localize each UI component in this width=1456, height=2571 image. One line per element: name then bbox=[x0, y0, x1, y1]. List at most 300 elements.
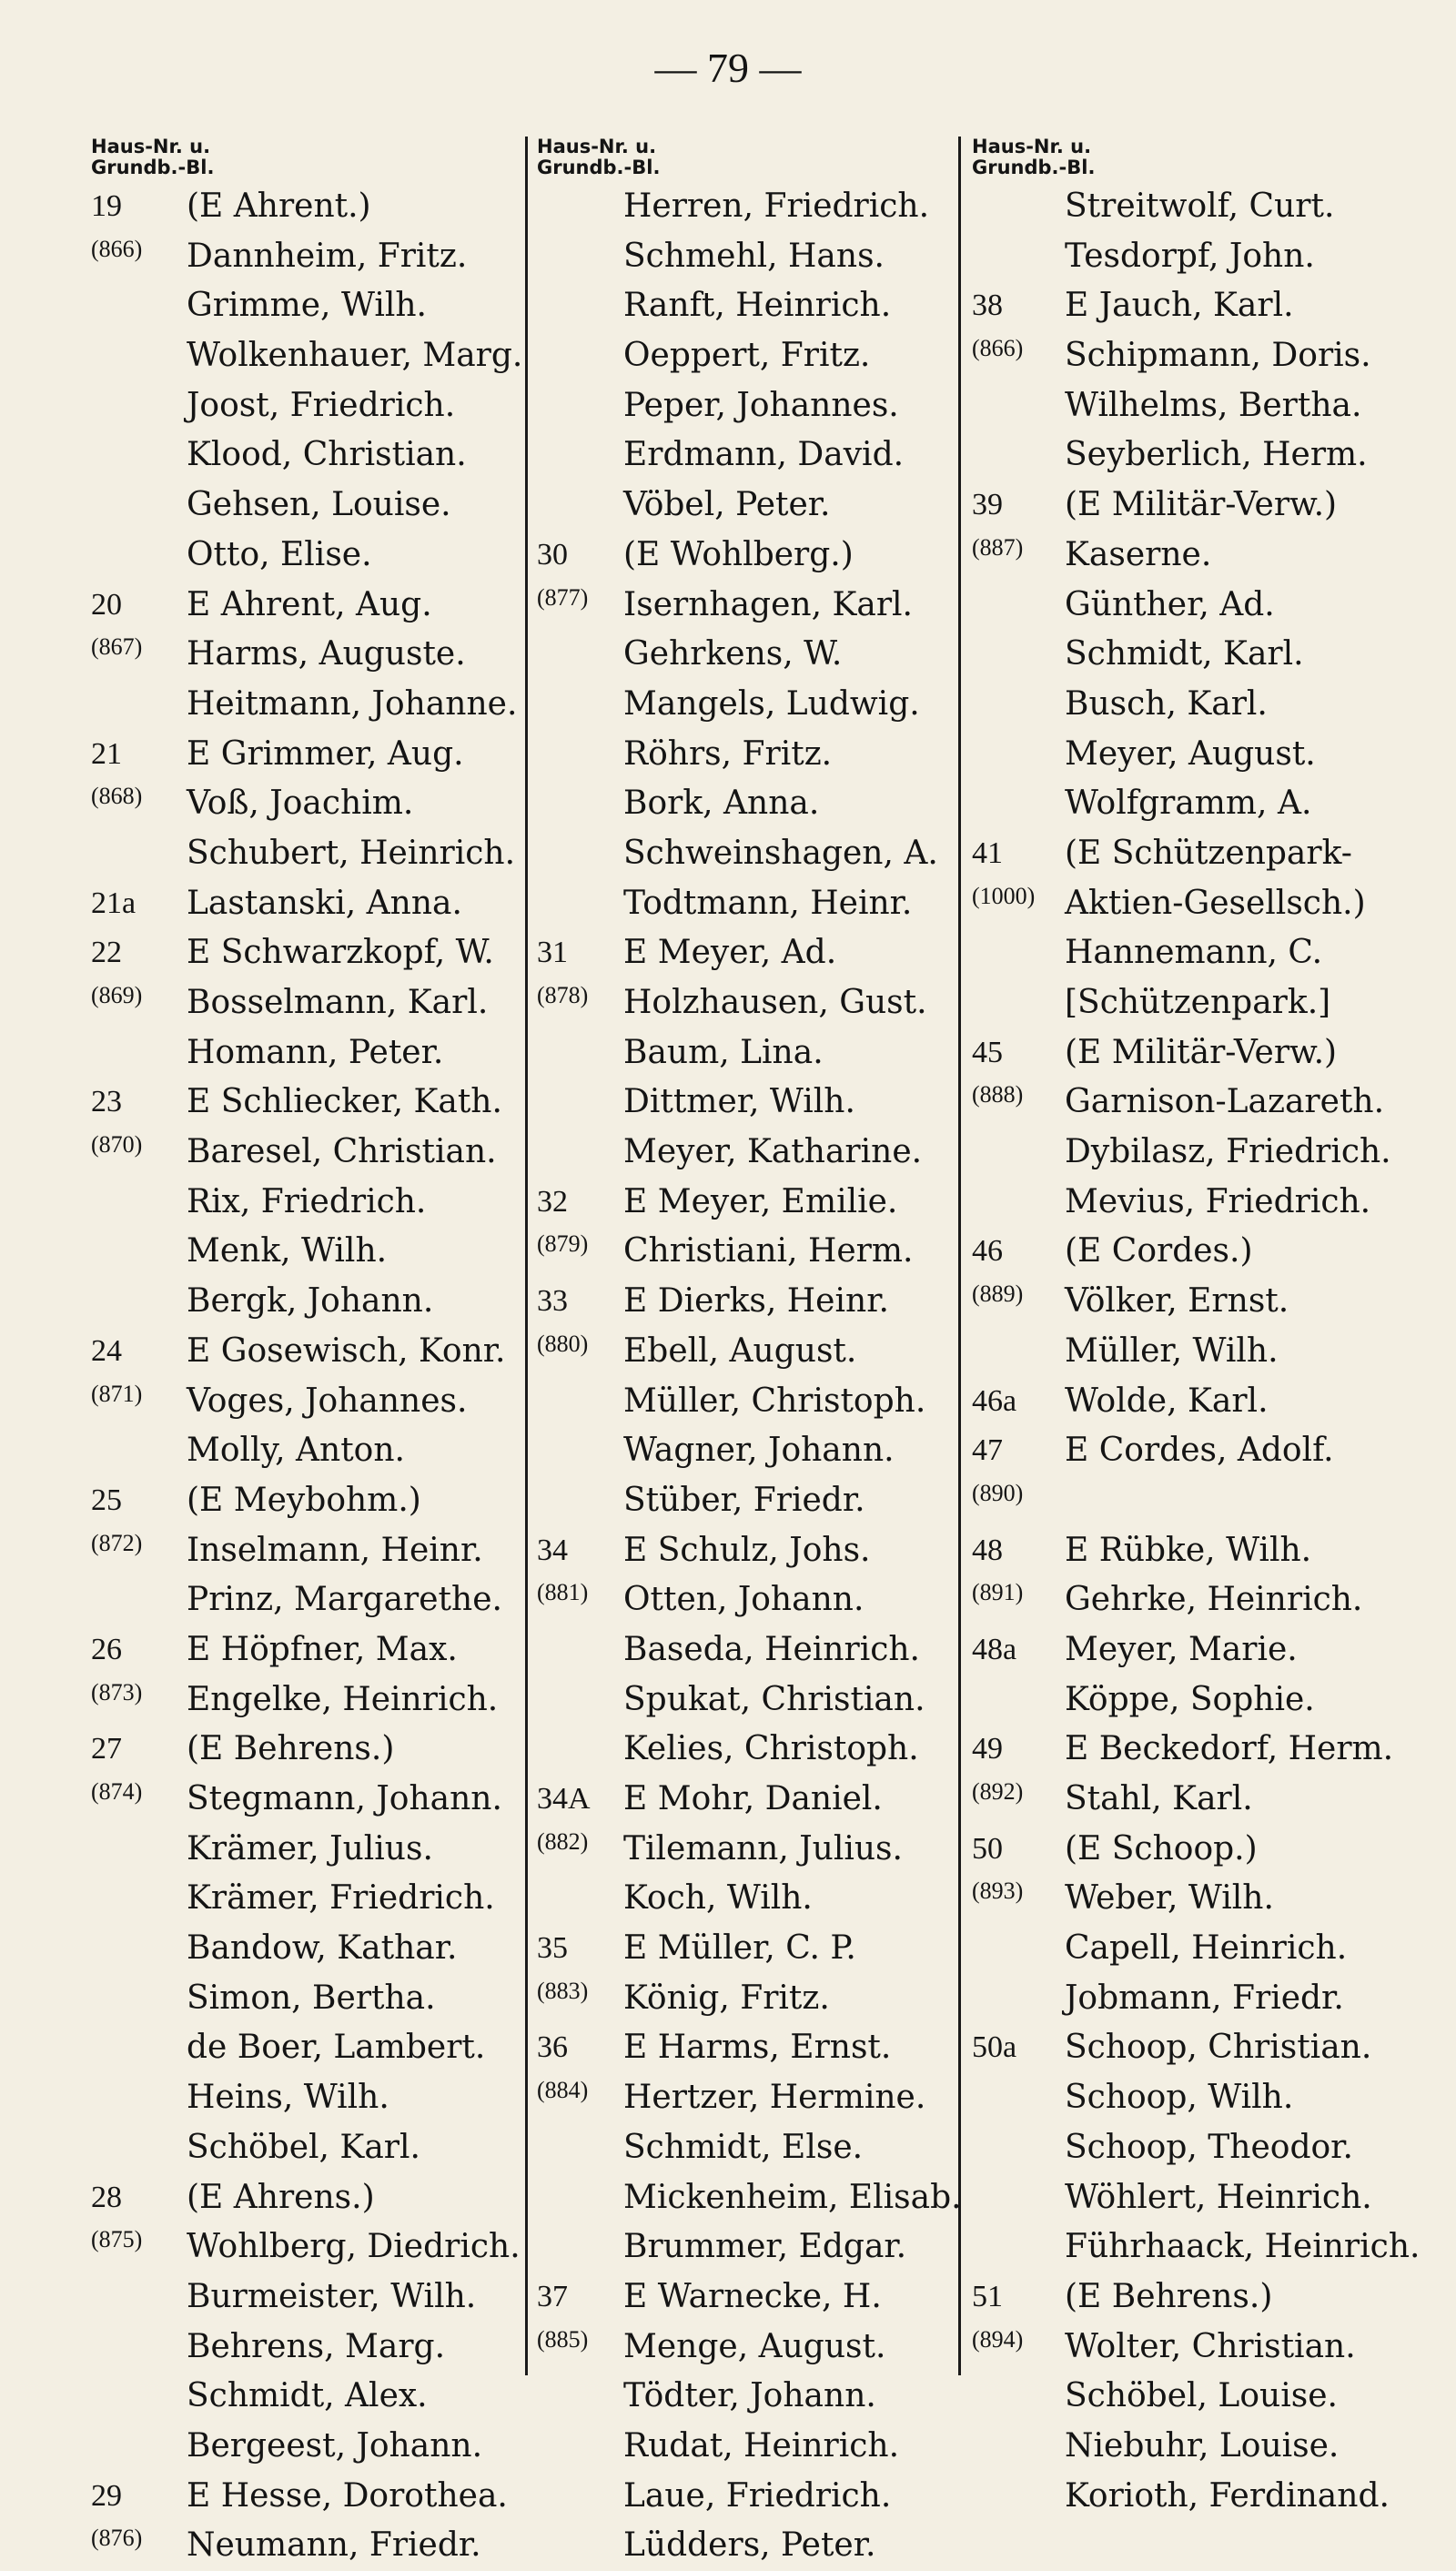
land-register-number: (881) bbox=[537, 1579, 589, 1606]
directory-entry bbox=[537, 1028, 956, 1078]
resident-name: Wolkenhauer, Marg. bbox=[187, 337, 523, 375]
directory-entry bbox=[91, 182, 519, 232]
directory-entry bbox=[91, 1426, 519, 1476]
land-register-number: (873) bbox=[91, 1678, 143, 1706]
house-number: 47 bbox=[972, 1433, 1003, 1468]
resident-name: Schmehl, Hans. bbox=[623, 237, 885, 275]
directory-entry bbox=[972, 1625, 1427, 1675]
resident-name: de Boer, Lambert. bbox=[187, 2029, 486, 2067]
directory-entry bbox=[91, 1377, 519, 1427]
directory-entry bbox=[537, 1924, 956, 1974]
directory-entry bbox=[537, 2173, 962, 2223]
directory-entry bbox=[537, 2323, 956, 2373]
directory-entry bbox=[91, 2073, 519, 2123]
resident-name: Wolfgramm, A. bbox=[1065, 784, 1312, 823]
directory-entry bbox=[91, 1476, 519, 1526]
house-number: 49 bbox=[972, 1732, 1003, 1766]
resident-name: Klood, Christian. bbox=[187, 436, 467, 474]
directory-entry bbox=[91, 2222, 519, 2272]
land-register-number: (880) bbox=[537, 1330, 589, 1357]
directory-entry bbox=[537, 381, 956, 431]
column-header: Haus-Nr. u. Grundb.-Bl. bbox=[972, 136, 1096, 178]
resident-name: Baresel, Christian. bbox=[187, 1133, 497, 1171]
resident-name: Busch, Karl. bbox=[1065, 684, 1268, 723]
land-register-number: (878) bbox=[537, 982, 589, 1008]
resident-name: Prinz, Margarethe. bbox=[187, 1581, 502, 1619]
resident-name: Wohlberg, Diedrich. bbox=[187, 2228, 521, 2266]
directory-entry bbox=[972, 928, 1427, 978]
directory-entry bbox=[91, 2422, 519, 2472]
resident-name: Mevius, Friedrich. bbox=[1065, 1182, 1371, 1220]
resident-name: Dittmer, Wilh. bbox=[623, 1083, 855, 1121]
resident-name: Schöbel, Karl. bbox=[187, 2128, 420, 2166]
resident-name: Koch, Wilh. bbox=[623, 1879, 813, 1918]
resident-name: Bandow, Kathar. bbox=[187, 1929, 458, 1968]
directory-entry bbox=[537, 1128, 956, 1178]
directory-entry bbox=[972, 1178, 1427, 1228]
resident-name: Schmidt, Alex. bbox=[187, 2377, 428, 2415]
resident-name: Bork, Anna. bbox=[623, 784, 820, 823]
land-register-number: (875) bbox=[91, 2226, 143, 2253]
directory-entry bbox=[537, 1327, 956, 1377]
resident-name: Seyberlich, Herm. bbox=[1065, 436, 1368, 474]
resident-name: Wilhelms, Bertha. bbox=[1065, 386, 1362, 424]
resident-name: Meyer, Marie. bbox=[1065, 1630, 1298, 1668]
column-header: Haus-Nr. u. Grundb.-Bl. bbox=[537, 136, 661, 178]
directory-entry bbox=[537, 680, 956, 730]
directory-entry bbox=[91, 730, 519, 780]
directory-entry bbox=[91, 978, 519, 1028]
directory-entry bbox=[91, 630, 519, 680]
directory-entry bbox=[972, 2323, 1427, 2373]
directory-entry bbox=[972, 381, 1427, 431]
house-number: 23 bbox=[91, 1085, 122, 1119]
resident-name: E Rübke, Wilh. bbox=[1065, 1531, 1312, 1569]
resident-name: Heitmann, Johanne. bbox=[187, 684, 518, 723]
house-number: 46a bbox=[972, 1383, 1017, 1418]
resident-name: Schmidt, Else. bbox=[623, 2128, 864, 2166]
resident-name: Mangels, Ludwig. bbox=[623, 684, 920, 723]
resident-name: E Schulz, Johs. bbox=[623, 1531, 871, 1569]
directory-entry bbox=[537, 281, 956, 331]
directory-entry bbox=[972, 1327, 1427, 1377]
directory-entry bbox=[972, 1028, 1427, 1078]
house-number: 29 bbox=[91, 2478, 122, 2513]
resident-name: Jobmann, Friedr. bbox=[1065, 1979, 1344, 2017]
resident-name: Weber, Wilh. bbox=[1065, 1879, 1274, 1918]
directory-entry bbox=[537, 182, 956, 232]
house-number: 25 bbox=[91, 1483, 122, 1517]
directory-entry bbox=[972, 1974, 1427, 2024]
directory-entry bbox=[972, 232, 1427, 282]
directory-entry bbox=[537, 1625, 956, 1675]
directory-entry bbox=[537, 481, 956, 531]
resident-name: Kelies, Christoph. bbox=[623, 1730, 919, 1768]
resident-name: E Beckedorf, Herm. bbox=[1065, 1730, 1394, 1768]
directory-entry bbox=[537, 2023, 956, 2073]
directory-entry bbox=[91, 2372, 519, 2422]
directory-entry bbox=[91, 1924, 519, 1974]
resident-name: Schipmann, Doris. bbox=[1065, 337, 1371, 375]
directory-entry bbox=[972, 2123, 1427, 2173]
resident-name: Holzhausen, Gust. bbox=[623, 984, 927, 1021]
house-number: 28 bbox=[91, 2180, 122, 2214]
resident-name: Grimme, Wilh. bbox=[187, 287, 427, 325]
directory-entry bbox=[91, 829, 519, 879]
resident-name: Müller, Wilh. bbox=[1065, 1331, 1279, 1370]
directory-entry bbox=[972, 1924, 1427, 1974]
directory-entry bbox=[972, 331, 1427, 381]
directory-entry bbox=[537, 581, 956, 631]
resident-name: E Grimmer, Aug. bbox=[187, 734, 464, 773]
directory-entry bbox=[972, 2222, 1427, 2272]
resident-name: Bergk, Johann. bbox=[187, 1282, 434, 1321]
directory-entry bbox=[537, 879, 956, 929]
land-register-number: (867) bbox=[91, 633, 143, 661]
directory-entry bbox=[972, 829, 1427, 879]
column-divider bbox=[525, 137, 528, 2375]
resident-name: Stüber, Friedr. bbox=[623, 1481, 865, 1519]
directory-entry bbox=[972, 2272, 1427, 2323]
directory-entry bbox=[537, 1775, 956, 1825]
house-number: 41 bbox=[972, 835, 1003, 870]
house-number: 48a bbox=[972, 1632, 1017, 1666]
resident-name: E Schwarzkopf, W. bbox=[187, 934, 494, 972]
house-number: 50 bbox=[972, 1831, 1003, 1866]
resident-name: Wolter, Christian. bbox=[1065, 2327, 1356, 2365]
resident-name: Wagner, Johann. bbox=[623, 1432, 895, 1470]
directory-entry bbox=[972, 1078, 1427, 1128]
directory-entry bbox=[972, 1675, 1427, 1726]
resident-name: Führhaack, Heinrich. bbox=[1065, 2228, 1421, 2266]
directory-entry bbox=[537, 1575, 956, 1625]
directory-entry bbox=[537, 2422, 956, 2472]
land-register-number: (871) bbox=[91, 1380, 143, 1407]
resident-name: (E Ahrens.) bbox=[187, 2178, 375, 2216]
resident-name: (E Schoop.) bbox=[1065, 1829, 1258, 1868]
directory-entry bbox=[537, 2521, 956, 2571]
house-number: 26 bbox=[91, 1632, 122, 1666]
resident-name: Menk, Wilh. bbox=[187, 1232, 388, 1270]
directory-entry bbox=[537, 2372, 956, 2422]
land-register-number: (876) bbox=[91, 2525, 143, 2552]
column-divider bbox=[958, 137, 961, 2375]
directory-entry bbox=[972, 1825, 1427, 1875]
directory-entry bbox=[91, 1825, 519, 1875]
resident-name: Gehsen, Louise. bbox=[187, 486, 451, 524]
resident-name: Schmidt, Karl. bbox=[1065, 635, 1304, 673]
land-register-number: (892) bbox=[972, 1778, 1024, 1805]
resident-name: Meyer, August. bbox=[1065, 734, 1316, 773]
directory-entry bbox=[537, 1974, 956, 2024]
directory-entry bbox=[537, 1874, 956, 1924]
house-number: 48 bbox=[972, 1533, 1003, 1567]
resident-name: (E Schützenpark- bbox=[1065, 834, 1352, 872]
resident-name: Bosselmann, Karl. bbox=[187, 984, 489, 1021]
directory-entry bbox=[537, 1277, 956, 1327]
resident-name: Hannemann, C. bbox=[1065, 934, 1323, 972]
resident-name: Otto, Elise. bbox=[187, 535, 372, 573]
directory-entry bbox=[91, 430, 519, 481]
house-number: 21a bbox=[91, 886, 136, 920]
house-number: 30 bbox=[537, 537, 568, 572]
resident-name: E Mohr, Daniel. bbox=[623, 1780, 883, 1817]
house-number: 22 bbox=[91, 936, 122, 970]
resident-name: Meyer, Katharine. bbox=[623, 1133, 923, 1171]
directory-entry bbox=[537, 2222, 956, 2272]
directory-entry bbox=[91, 2123, 519, 2173]
land-register-number: (884) bbox=[537, 2077, 589, 2104]
resident-name: Harms, Auguste. bbox=[187, 635, 466, 673]
resident-name: Voges, Johannes. bbox=[187, 1382, 468, 1420]
directory-entry bbox=[91, 1526, 519, 1576]
directory-entry bbox=[537, 928, 956, 978]
column-header: Haus-Nr. u. Grundb.-Bl. bbox=[91, 136, 215, 178]
page-number: — 79 — bbox=[654, 45, 802, 91]
directory-entry bbox=[972, 630, 1427, 680]
resident-name: Bergeest, Johann. bbox=[187, 2426, 483, 2465]
resident-name: E Warnecke, H. bbox=[623, 2277, 882, 2315]
directory-entry bbox=[91, 1874, 519, 1924]
house-number: 33 bbox=[537, 1284, 568, 1319]
directory-entry bbox=[537, 1476, 956, 1526]
house-number: 35 bbox=[537, 1931, 568, 1966]
resident-name: Behrens, Marg. bbox=[187, 2327, 446, 2365]
resident-name: (E Militär-Verw.) bbox=[1065, 486, 1338, 524]
resident-name: Christiani, Herm. bbox=[623, 1232, 914, 1270]
resident-name: Todtmann, Heinr. bbox=[623, 884, 913, 922]
resident-name: Hertzer, Hermine. bbox=[623, 2079, 926, 2117]
directory-entry bbox=[972, 1526, 1427, 1576]
resident-name: Wolde, Karl. bbox=[1065, 1382, 1269, 1420]
directory-entry bbox=[972, 1874, 1427, 1924]
resident-name: Neumann, Friedr. bbox=[187, 2526, 481, 2565]
directory-entry bbox=[972, 779, 1427, 829]
resident-name: Menge, August. bbox=[623, 2327, 886, 2365]
directory-entry bbox=[91, 531, 519, 581]
directory-entry bbox=[972, 2472, 1427, 2522]
resident-name: Gehrkens, W. bbox=[623, 635, 843, 673]
land-register-number: (882) bbox=[537, 1827, 589, 1855]
resident-name: Wöhlert, Heinrich. bbox=[1065, 2178, 1372, 2216]
resident-name: König, Fritz. bbox=[623, 1979, 830, 2017]
house-number: 21 bbox=[91, 736, 122, 771]
directory-entry bbox=[972, 1775, 1427, 1825]
directory-entry bbox=[537, 1725, 956, 1775]
resident-name: (E Cordes.) bbox=[1065, 1232, 1253, 1270]
house-number: 34A bbox=[537, 1782, 591, 1816]
resident-name: Capell, Heinrich. bbox=[1065, 1929, 1348, 1968]
resident-name: Dybilasz, Friedrich. bbox=[1065, 1133, 1391, 1171]
land-register-number: (870) bbox=[91, 1131, 143, 1159]
directory-entry bbox=[91, 2323, 519, 2373]
land-register-number: (1000) bbox=[972, 882, 1036, 909]
land-register-number: (868) bbox=[91, 783, 143, 810]
directory-entry bbox=[972, 2422, 1427, 2472]
resident-name: Krämer, Friedrich. bbox=[187, 1879, 495, 1918]
resident-name: Heins, Wilh. bbox=[187, 2079, 389, 2117]
resident-name: E Höpfner, Max. bbox=[187, 1630, 458, 1668]
resident-name: Voß, Joachim. bbox=[187, 784, 414, 823]
house-number: 37 bbox=[537, 2279, 568, 2313]
directory-entry bbox=[91, 1227, 519, 1277]
directory-entry bbox=[972, 1575, 1427, 1625]
land-register-number: (877) bbox=[537, 583, 589, 611]
directory-entry bbox=[537, 2123, 956, 2173]
resident-name: Homann, Peter. bbox=[187, 1033, 444, 1071]
land-register-number: (874) bbox=[91, 1778, 143, 1805]
directory-entry bbox=[91, 1327, 519, 1377]
resident-name: Müller, Christoph. bbox=[623, 1382, 926, 1420]
resident-name: Schöbel, Louise. bbox=[1065, 2377, 1338, 2415]
directory-entry bbox=[91, 1078, 519, 1128]
resident-name: Streitwolf, Curt. bbox=[1065, 187, 1335, 225]
resident-name: Tesdorpf, John. bbox=[1065, 237, 1315, 275]
directory-entry bbox=[972, 1426, 1427, 1476]
resident-name: Kaserne. bbox=[1065, 535, 1212, 573]
land-register-number: (890) bbox=[972, 1479, 1024, 1506]
directory-entry bbox=[91, 1675, 519, 1726]
resident-name: Inselmann, Heinr. bbox=[187, 1531, 483, 1569]
directory-entry bbox=[537, 2272, 956, 2323]
resident-name: Ranft, Heinrich. bbox=[623, 287, 892, 325]
resident-name: (E Militär-Verw.) bbox=[1065, 1033, 1338, 1071]
resident-name: E Ahrent, Aug. bbox=[187, 585, 432, 623]
resident-name: E Schliecker, Kath. bbox=[187, 1083, 502, 1121]
directory-entry bbox=[91, 1028, 519, 1078]
land-register-number: (893) bbox=[972, 1878, 1024, 1905]
directory-entry bbox=[91, 680, 519, 730]
directory-entry bbox=[972, 680, 1427, 730]
directory-entry bbox=[537, 1675, 956, 1726]
directory-entry bbox=[972, 1377, 1427, 1427]
directory-entry bbox=[537, 829, 956, 879]
directory-entry bbox=[91, 581, 519, 631]
directory-entry bbox=[537, 2472, 956, 2522]
resident-name: Spukat, Christian. bbox=[623, 1680, 925, 1718]
house-number: 50a bbox=[972, 2030, 1017, 2065]
resident-name: Aktien-Gesellsch.) bbox=[1065, 884, 1366, 922]
resident-name: Lüdders, Peter. bbox=[623, 2526, 876, 2565]
directory-entry bbox=[972, 879, 1427, 929]
directory-entry bbox=[537, 531, 956, 581]
resident-name: Garnison-Lazareth. bbox=[1065, 1083, 1385, 1121]
directory-entry bbox=[537, 1526, 956, 1576]
resident-name: E Jauch, Karl. bbox=[1065, 287, 1294, 325]
land-register-number: (866) bbox=[972, 335, 1024, 362]
house-number: 27 bbox=[91, 1732, 122, 1766]
resident-name: Dannheim, Fritz. bbox=[187, 237, 468, 275]
resident-name: (E Wohlberg.) bbox=[623, 535, 854, 573]
directory-entry bbox=[91, 281, 519, 331]
directory-entry bbox=[91, 2272, 519, 2323]
house-number: 34 bbox=[537, 1533, 568, 1567]
directory-entry bbox=[91, 779, 519, 829]
directory-entry bbox=[537, 232, 956, 282]
resident-name: Günther, Ad. bbox=[1065, 585, 1275, 623]
house-number: 20 bbox=[91, 587, 122, 622]
resident-name: Otten, Johann. bbox=[623, 1581, 864, 1619]
resident-name: (E Meybohm.) bbox=[187, 1481, 421, 1519]
directory-entry bbox=[972, 1476, 1427, 1526]
house-number: 32 bbox=[537, 1184, 568, 1219]
directory-entry bbox=[972, 2372, 1427, 2422]
resident-name: Lastanski, Anna. bbox=[187, 884, 462, 922]
resident-name: Rudat, Heinrich. bbox=[623, 2426, 900, 2465]
land-register-number: (889) bbox=[972, 1280, 1024, 1308]
directory-entry bbox=[972, 430, 1427, 481]
resident-name: Krämer, Julius. bbox=[187, 1829, 433, 1868]
directory-entry bbox=[91, 232, 519, 282]
resident-name: Tilemann, Julius. bbox=[623, 1829, 903, 1868]
resident-name: Laue, Friedrich. bbox=[623, 2476, 892, 2515]
resident-name: Burmeister, Wilh. bbox=[187, 2277, 477, 2315]
resident-name: Völker, Ernst. bbox=[1065, 1282, 1289, 1321]
directory-entry bbox=[972, 730, 1427, 780]
directory-entry bbox=[91, 1128, 519, 1178]
resident-name: Tödter, Johann. bbox=[623, 2377, 876, 2415]
house-number: 19 bbox=[91, 189, 122, 223]
resident-name: E Harms, Ernst. bbox=[623, 2029, 892, 2067]
directory-entry bbox=[91, 1178, 519, 1228]
land-register-number: (879) bbox=[537, 1230, 589, 1258]
resident-name: E Hesse, Dorothea. bbox=[187, 2476, 508, 2515]
directory-entry bbox=[537, 730, 956, 780]
directory-entry bbox=[537, 1078, 956, 1128]
directory-entry bbox=[537, 430, 956, 481]
resident-name: Mickenheim, Elisab. bbox=[623, 2178, 962, 2216]
house-number: 31 bbox=[537, 936, 568, 970]
directory-entry bbox=[91, 2472, 519, 2522]
resident-name: Vöbel, Peter. bbox=[623, 486, 831, 524]
directory-entry bbox=[972, 1277, 1427, 1327]
directory-entry bbox=[972, 2173, 1427, 2223]
directory-entry bbox=[537, 1178, 956, 1228]
directory-entry bbox=[972, 581, 1427, 631]
land-register-number: (883) bbox=[537, 1977, 589, 2004]
resident-name: Engelke, Heinrich. bbox=[187, 1680, 499, 1718]
land-register-number: (869) bbox=[91, 982, 143, 1008]
resident-name: Simon, Bertha. bbox=[187, 1979, 436, 2017]
directory-entry bbox=[91, 1625, 519, 1675]
resident-name: Ebell, August. bbox=[623, 1331, 857, 1370]
directory-entry bbox=[972, 1227, 1427, 1277]
directory-entry bbox=[91, 2023, 519, 2073]
resident-name: Köppe, Sophie. bbox=[1065, 1680, 1315, 1718]
land-register-number: (891) bbox=[972, 1579, 1024, 1606]
directory-entry bbox=[91, 2173, 519, 2223]
column-middle bbox=[537, 136, 962, 2571]
resident-name: Erdmann, David. bbox=[623, 436, 905, 474]
resident-name: (E Behrens.) bbox=[187, 1730, 395, 1768]
resident-name: Niebuhr, Louise. bbox=[1065, 2426, 1340, 2465]
resident-name: Molly, Anton. bbox=[187, 1432, 405, 1470]
resident-name: Baseda, Heinrich. bbox=[623, 1630, 921, 1668]
resident-name: E Meyer, Emilie. bbox=[623, 1182, 898, 1220]
resident-name: Isernhagen, Karl. bbox=[623, 585, 913, 623]
resident-name: Gehrke, Heinrich. bbox=[1065, 1581, 1363, 1619]
resident-name: (E Behrens.) bbox=[1065, 2277, 1273, 2315]
resident-name: Baum, Lina. bbox=[623, 1033, 824, 1071]
house-number: 45 bbox=[972, 1035, 1003, 1069]
directory-entry bbox=[91, 1974, 519, 2024]
resident-name: Oeppert, Fritz. bbox=[623, 337, 871, 375]
resident-name: Schoop, Wilh. bbox=[1065, 2079, 1294, 2117]
directory-entry bbox=[972, 1725, 1427, 1775]
directory-entry bbox=[91, 1575, 519, 1625]
resident-name: Stegmann, Johann. bbox=[187, 1780, 502, 1817]
directory-entry bbox=[537, 331, 956, 381]
